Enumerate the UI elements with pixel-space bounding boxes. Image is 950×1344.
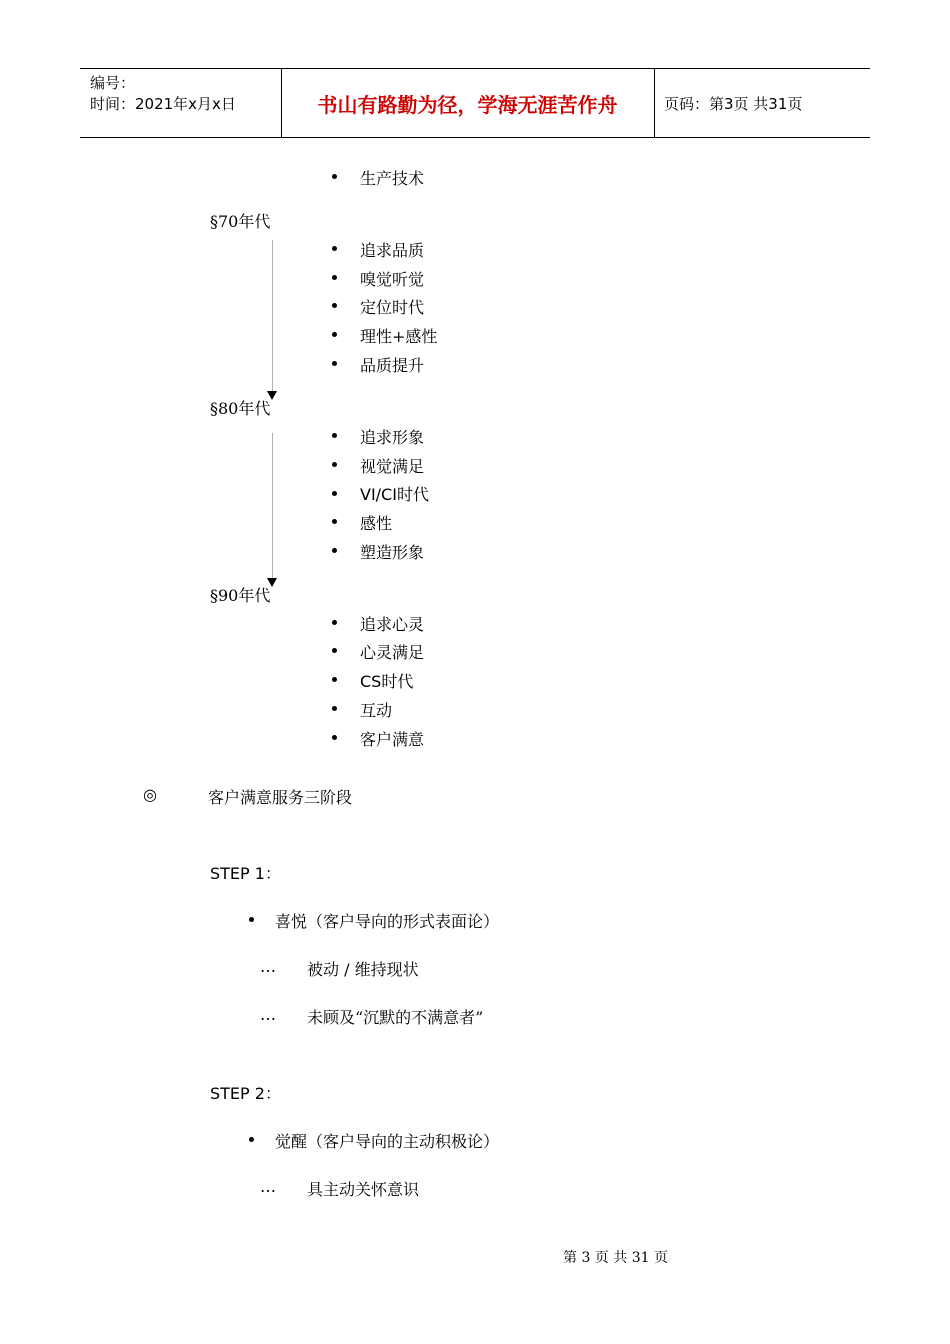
bullet-icon (332, 332, 337, 337)
bullet-icon (332, 706, 337, 711)
bullet-icon (332, 620, 337, 625)
era-item: 互动 (360, 701, 393, 720)
era-item: CS时代 (360, 672, 414, 691)
era-item: 追求形象 (360, 428, 425, 447)
ellipsis-mark: … (260, 1005, 276, 1024)
era-item: 追求心灵 (360, 615, 425, 634)
step-detail: 具主动关怀意识 (307, 1180, 420, 1199)
bullet-icon (332, 735, 337, 740)
step-detail: 被动 / 维持现状 (307, 960, 419, 979)
era-label: §70年代 (210, 212, 271, 231)
ellipsis-mark: … (260, 957, 276, 976)
bullet-icon (332, 462, 337, 467)
era-label: §90年代 (210, 586, 271, 605)
era-item: 品质提升 (360, 356, 425, 375)
bullet-icon (332, 174, 337, 179)
bullet-icon (249, 1137, 254, 1142)
doc-number-label: 编号： (90, 74, 136, 92)
header-motto: 书山有路勤为径，学海无涯苦作舟 (317, 92, 618, 117)
bullet-icon (332, 677, 337, 682)
bullet-icon (249, 917, 254, 922)
bullet-icon (332, 548, 337, 553)
page-footer: 第 3 页 共 31 页 (563, 1250, 668, 1266)
bullet-icon (332, 303, 337, 308)
timeline-connector (272, 433, 273, 579)
step-label: STEP 2： (210, 1084, 281, 1103)
era-item: 视觉满足 (360, 457, 425, 476)
era-item: 嗅觉听觉 (360, 270, 425, 289)
header-page-number: 页码：第3页 共31页 (664, 94, 803, 113)
header-meta (90, 73, 236, 115)
bullet-icon (332, 361, 337, 366)
page-header (80, 68, 870, 138)
step-label: STEP 1： (210, 864, 281, 883)
era-item: 理性+感性 (360, 327, 438, 346)
bullet-icon (332, 648, 337, 653)
era-item: 感性 (360, 514, 393, 533)
bullet-icon (332, 491, 337, 496)
step-detail: 未顾及“沉默的不满意者” (307, 1008, 484, 1027)
era-item: 客户满意 (360, 730, 425, 749)
timeline-top-item: 生产技术 (360, 169, 425, 188)
bullet-icon (332, 275, 337, 280)
section-title: 客户满意服务三阶段 (208, 788, 353, 807)
step-bullet-text: 喜悦（客户导向的形式表面论） (275, 912, 500, 931)
step-bullet-text: 觉醒（客户导向的主动积极论） (275, 1132, 500, 1151)
era-item: VI/CI时代 (360, 485, 429, 504)
header-divider (654, 69, 655, 137)
ellipsis-mark: … (260, 1177, 276, 1196)
section-marker: ◎ (143, 785, 157, 804)
era-item: 心灵满足 (360, 643, 425, 662)
doc-time-label: 时间：2021年x月x日 (90, 95, 236, 113)
era-item: 定位时代 (360, 298, 425, 317)
bullet-icon (332, 519, 337, 524)
bullet-icon (332, 433, 337, 438)
era-label: §80年代 (210, 399, 271, 418)
era-item: 追求品质 (360, 241, 425, 260)
bullet-icon (332, 246, 337, 251)
timeline-connector (272, 240, 273, 392)
era-item: 塑造形象 (360, 543, 425, 562)
